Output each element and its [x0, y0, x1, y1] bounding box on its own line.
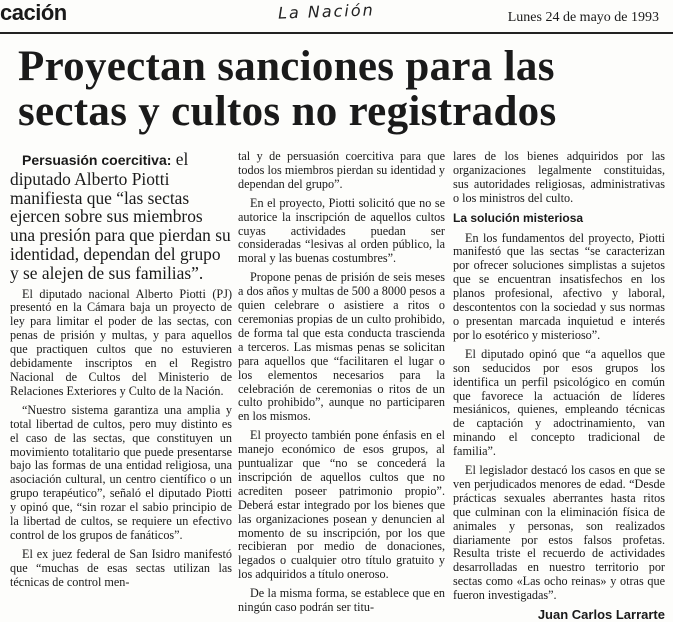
lede-paragraph — [10, 150, 232, 283]
paragraph: El ex juez federal de San Isidro manifestó que “muchas de esas sectas utilizan las técnicas de control men- — [10, 546, 232, 589]
page-header — [0, 0, 673, 34]
paragraph: Propone penas de prisión de seis meses a dos años y multas de 500 a 8000 pesos a quien celebrare o asistiere a ritos o ceremonias propias de un culto prohibido, de forma tal que esta conducta trascienda a terceros. Las mismas penas se solicitan para aquellos que “facilitaren el lugar o los elementos necesarios para la celebración de ceremonias o ritos de un culto prohibido”, aunque no participaren en los mismos. — [238, 270, 445, 424]
lede-text: el diputado Alberto Piotti manifiesta que “las sectas ejercen sobre sus miembros una presión para que pierdan su identidad, dependan del grupo y se alejen de sus familias”. — [10, 149, 231, 283]
byline: Juan Carlos Larrarte — [537, 607, 665, 622]
paragraph: El proyecto también pone énfasis en el manejo económico de esos grupos, al puntualizar que “no se concederá la inscripción de aquellos cultos que no acrediten poseer patrimonio propio”. Deberá estar integrado por los bienes que las organizaciones posean y denuncien al momento de su inscripción, por los que recibieran por medio de donaciones, legados o cualquier otro título gratuito y los adquiridos a título oneroso. — [238, 428, 445, 582]
paragraph: El legislador destacó los casos en que se ven perjudicados menores de edad. “Desde prácticas sexuales aberrantes hasta ritos que culminan con la eliminación física de animales y personas, son realizados diariamente por estos falsos profetas. Resulta triste el recuerdo de actividades desarrolladas en nuestro territorio por sectas como «Las ocho reinas» y otras que fueron investigadas”. — [453, 463, 665, 603]
paragraph: El diputado opinó que “a aquellos que son seducidos por esos grupos los identifica un perfil psicológico en común que favorece la actuación de líderes mesiánicos, quienes, empleando técnicas de captación y adoctrinamiento, van minando el concepto tradicional de familia”. — [453, 346, 665, 459]
article-headline — [18, 44, 638, 134]
publication-date: Lunes 24 de mayo de 1993 — [507, 10, 659, 25]
paragraph: lares de los bienes adquiridos por las organizaciones legalmente constituidas, sus autoridades religiosas, administrativas o los ministros del culto. — [453, 149, 665, 205]
headline-line-2: sectas y cultos no registrados — [18, 88, 557, 135]
paragraph: De la misma forma, se establece que en ningún caso podrán ser titu- — [238, 586, 445, 615]
article-column-3 — [453, 150, 665, 622]
paragraph: “Nuestro sistema garantiza una amplia y total libertad de cultos, pero muy distinto es el caso de las sectas, que constituyen un movimiento totalitario que puede presentarse bajo las formas de una entidad religiosa, una asociación cultural, un centro científico o un grupo terapéutico”, señaló el diputado Piotti y opinó que, “sin rozar el sabio principio de la libertad de cultos, se requiere un efectivo control de los grupos de fanáticos”. — [10, 402, 232, 542]
lede-kicker: Persuasión coercitiva: — [22, 152, 172, 168]
headline-line-1: Proyectan sanciones para las — [18, 43, 555, 90]
article-column-2 — [238, 150, 445, 620]
header-rule — [0, 32, 673, 34]
paragraph: En los fundamentos del proyecto, Piotti manifestó que las sectas “se caracterizan por ofrecer soluciones simplistas a sujetos que se encuentran insatisfechos en los planos profesional, afectivo y laboral, descontentos con la sociedad y sus normas o presentan marcada inquietud e interés por lo esotérico y misterioso”. — [453, 230, 665, 342]
paragraph: El diputado nacional Alberto Piotti (PJ) presentó en la Cámara baja un proyecto de ley para limitar el poder de las sectas, con penas de prisión y multas, y para aquellos que practiquen cultos que no estuvieren debidamente inscriptos en el Registro Nacional de Cultos del Ministerio de Relaciones Exteriores y Culto de la Nación. — [10, 286, 232, 398]
newspaper-masthead: La Nación — [277, 0, 376, 23]
paragraph: tal y de persuasión coercitiva para que todos los miembros pierdan su identidad y dependan del grupo”. — [238, 149, 445, 191]
section-title: cación — [0, 0, 67, 25]
subheading: La solución misteriosa — [453, 210, 584, 225]
article-column-1 — [10, 150, 232, 595]
paragraph: En el proyecto, Piotti solicitó que no se autorice la inscripción de aquellos cultos cuyas actividades puedan ser consideradas “lesivas al orden público, la moral y las buenas costumbres”. — [238, 195, 445, 266]
